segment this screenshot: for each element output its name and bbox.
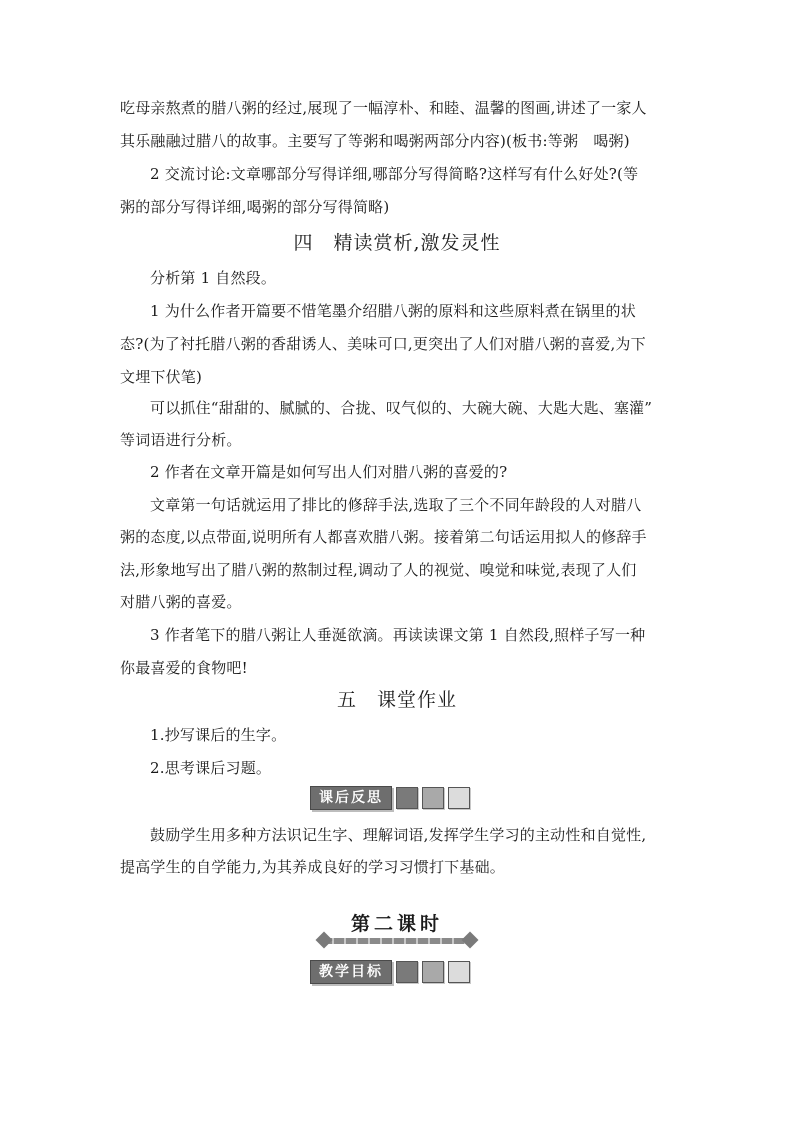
homework-item: 2.思考课后习题。 xyxy=(150,759,272,777)
decor-square-icon xyxy=(396,961,418,983)
answer-line: 文章第一句话就运用了排比的修辞手法,选取了三个不同年龄段的人对腊八 xyxy=(150,496,642,514)
objectives-banner xyxy=(310,961,470,983)
reflection-line: 提高学生的自学能力,为其养成良好的学习习惯打下基础。 xyxy=(120,858,505,876)
decor-square-icon xyxy=(448,787,470,809)
lesson-title-underline xyxy=(322,938,472,944)
section-heading-4: 四 精读赏析,激发灵性 xyxy=(293,232,501,254)
question-line: 你最喜爱的食物吧! xyxy=(120,659,248,677)
question-line: 文埋下伏笔) xyxy=(120,368,203,386)
question-line: 1 为什么作者开篇要不惜笔墨介绍腊八粥的原料和这些原料煮在锅里的状 xyxy=(150,302,636,320)
paragraph-line: 粥的部分写得详细,喝粥的部分写得简略) xyxy=(120,198,390,216)
paragraph-line: 2 交流讨论:文章哪部分写得详细,哪部分写得简略?这样写有什么好处?(等 xyxy=(150,165,639,183)
homework-item: 1.抄写课后的生字。 xyxy=(150,726,287,744)
answer-line: 对腊八粥的喜爱。 xyxy=(120,593,242,611)
decor-square-icon xyxy=(422,961,444,983)
hint-line: 可以抓住“甜甜的、腻腻的、合拢、叹气似的、大碗大碗、大匙大匙、塞灌” xyxy=(150,399,653,417)
lesson-title-block xyxy=(0,912,794,952)
paragraph-line: 分析第 1 自然段。 xyxy=(150,269,277,287)
decor-square-icon xyxy=(396,787,418,809)
answer-line: 粥的态度,以点带面,说明所有人都喜欢腊八粥。接着第二句话运用拟人的修辞手 xyxy=(120,528,647,546)
hint-line: 等词语进行分析。 xyxy=(120,431,242,449)
reflection-banner xyxy=(310,787,470,809)
answer-line: 法,形象地写出了腊八粥的熬制过程,调动了人的视觉、嗅觉和味觉,表现了人们 xyxy=(120,561,637,579)
question-line: 态?(为了衬托腊八粥的香甜诱人、美味可口,更突出了人们对腊八粥的喜爱,为下 xyxy=(120,335,646,353)
question-line: 2 作者在文章开篇是如何写出人们对腊八粥的喜爱的? xyxy=(150,463,508,481)
decor-square-icon xyxy=(448,961,470,983)
lesson-title: 第二课时 xyxy=(350,913,443,935)
reflection-line: 鼓励学生用多种方法识记生字、理解词语,发挥学生学习的主动性和自觉性, xyxy=(150,826,647,844)
reflection-label: 课后反思 xyxy=(310,786,392,810)
objectives-label: 教学目标 xyxy=(310,960,392,984)
section-heading-5: 五 课堂作业 xyxy=(336,689,457,711)
paragraph-line: 其乐融融过腊八的故事。主要写了等粥和喝粥两部分内容)(板书:等粥 喝粥) xyxy=(120,132,630,150)
paragraph-line: 吃母亲熬煮的腊八粥的经过,展现了一幅淳朴、和睦、温馨的图画,讲述了一家人 xyxy=(120,99,647,117)
question-line: 3 作者笔下的腊八粥让人垂涎欲滴。再读读课文第 1 自然段,照样子写一种 xyxy=(150,626,646,644)
decor-square-icon xyxy=(422,787,444,809)
